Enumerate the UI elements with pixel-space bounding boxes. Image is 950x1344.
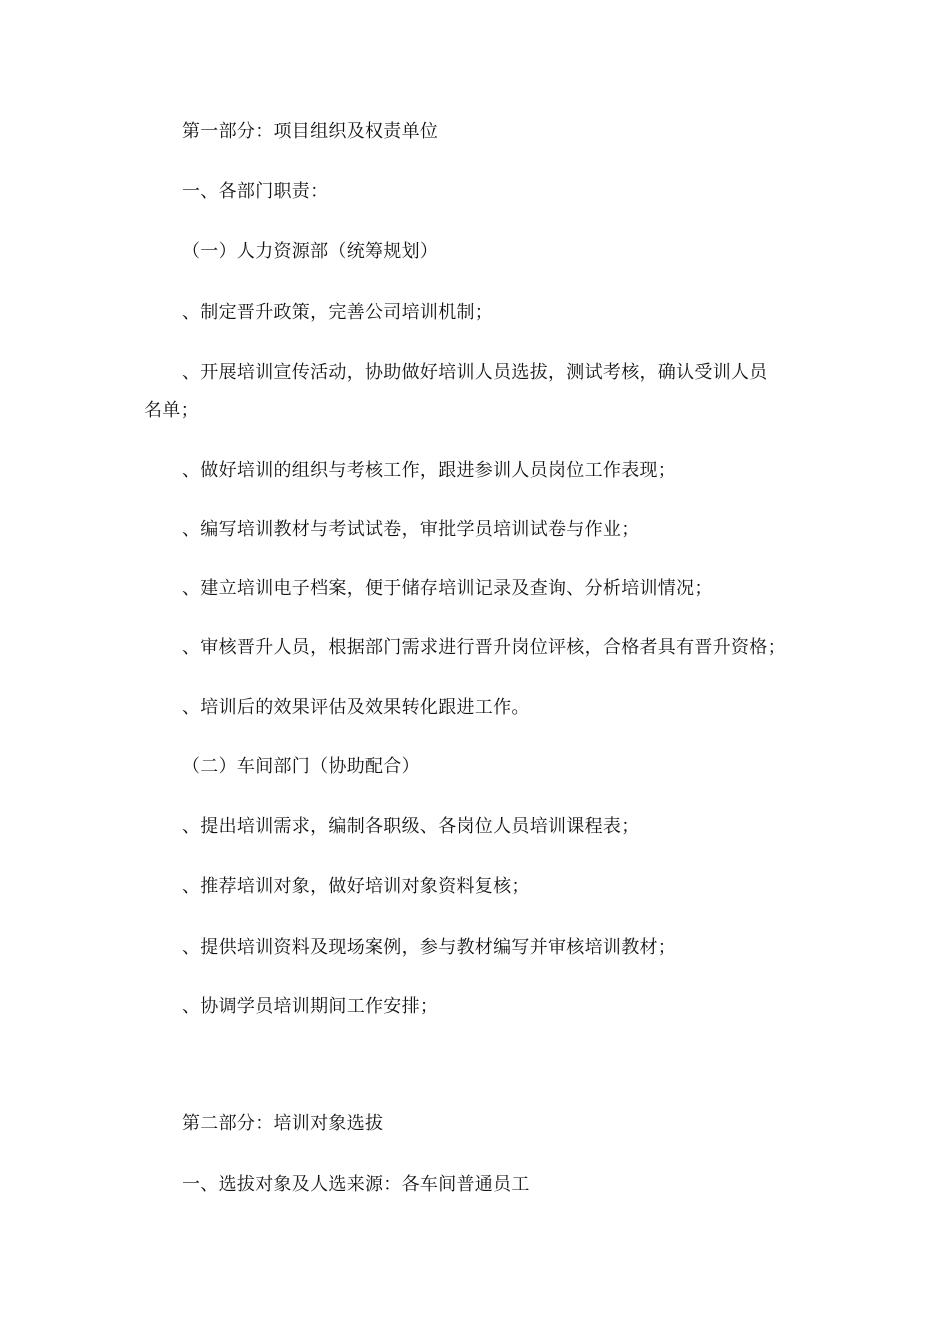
list-item: 、推荐培训对象，做好培训对象资料复核；: [182, 876, 530, 897]
subsection-title-hr: （一）人力资源部（统筹规划）: [182, 241, 439, 262]
list-item: 、提供培训资料及现场案例，参与教材编写并审核培训教材；: [182, 937, 677, 958]
list-item: 、制定晋升政策，完善公司培训机制；: [182, 302, 494, 323]
part1-heading: 第一部分：项目组织及权责单位: [182, 121, 439, 142]
list-item: 、审核晋升人员，根据部门需求进行晋升岗位评核，合格者具有晋升资格；: [182, 637, 786, 658]
list-item-continuation: 名单；: [144, 400, 199, 421]
part2-heading: 第二部分：培训对象选拔: [182, 1113, 384, 1134]
list-item: 、开展培训宣传活动，协助做好培训人员选拔，测试考核，确认受训人员: [182, 362, 768, 383]
subsection-title-workshop: （二）车间部门（协助配合）: [182, 756, 420, 777]
list-item: 、做好培训的组织与考核工作，跟进参训人员岗位工作表现；: [182, 460, 677, 481]
section-title-responsibilities: 一、各部门职责：: [182, 181, 329, 202]
list-item: 、培训后的效果评估及效果转化跟进工作。: [182, 697, 530, 718]
section-title-selection: 一、选拔对象及人选来源：各车间普通员工: [182, 1174, 530, 1195]
list-item: 、协调学员培训期间工作安排；: [182, 996, 439, 1017]
list-item: 、建立培训电子档案，便于储存培训记录及查询、分析培训情况；: [182, 578, 713, 599]
list-item: 、编写培训教材与考试试卷，审批学员培训试卷与作业；: [182, 519, 640, 540]
list-item: 、提出培训需求，编制各职级、各岗位人员培训课程表；: [182, 816, 640, 837]
